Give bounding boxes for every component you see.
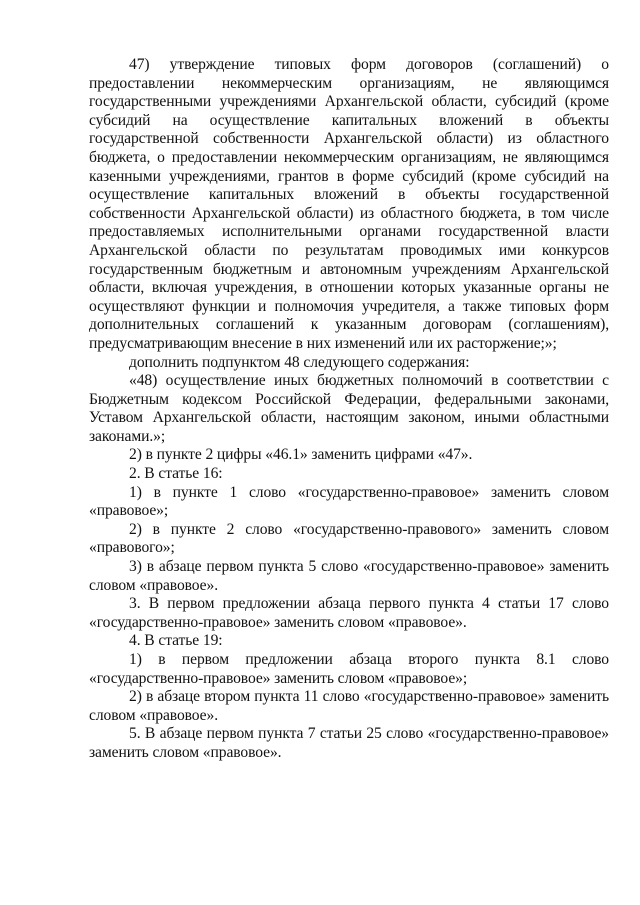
paragraph-item-48: «48) осуществление иных бюджетных полномочий в соответствии с Бюджетным кодексом Российской Федерации, федеральными законами, Уставом Архангельской области, настоящим законом, иными областными законами.»; [89, 372, 609, 445]
paragraph-article-16: 2. В статье 16: [129, 465, 223, 483]
paragraph-point-2: 2) в пункте 2 цифры «46.1» заменить цифрами «47». [129, 446, 473, 464]
paragraph-article-25: 5. В абзаце первом пункта 7 статьи 25 слово «государственно-правовое» заменить словом «правовое». [89, 725, 609, 761]
paragraph-article-19-item-1: 1) в первом предложении абзаца второго пункта 8.1 слово «государственно-правовое» заменить словом «правовое»; [89, 651, 609, 687]
paragraph-article-17: 3. В первом предложении абзаца первого пункта 4 статьи 17 слово «государственно-правовое» заменить словом «правовое». [89, 595, 609, 631]
paragraph-item-47: 47) утверждение типовых форм договоров (соглашений) о предоставлении некоммерческим организациям, не являющимся государственными учреждениями Архангельской области, субсидий (кроме субсидий на осуществление капитальных вложений в объекты государственной собственности Архангельской области) из областного бюджета, о предоставлении некоммерческим организациям, не являющимся казенными учреждениями, грантов в форме субсидий (кроме субсидий на осуществление капитальных вложений в объекты государственной собственности Архангельской области) из областного бюджета, в том числе предоставляемых исполнительными органами государственной власти Архангельской области по результатам проводимых ими конкурсов государственным бюджетным и автономным учреждениям Архангельской области, включая учреждения, в отношении которых указанные органы не осуществляют функции и полномочия учредителя, а также типовых форм дополнительных соглашений к указанным договорам (соглашениям), предусматривающим внесение в них изменений или их расторжение;»; [89, 56, 609, 352]
paragraph-article-16-item-3: 3) в абзаце первом пункта 5 слово «государственно-правовое» заменить словом «правовое». [89, 558, 609, 594]
paragraph-article-19: 4. В статье 19: [129, 632, 223, 650]
document-body [89, 56, 609, 763]
paragraph-article-16-item-1: 1) в пункте 1 слово «государственно-правовое» заменить словом «правовое»; [89, 483, 609, 520]
paragraph-article-19-item-2: 2) в абзаце втором пункта 11 слово «государственно-правовое» заменить словом «правовое». [89, 688, 609, 724]
paragraph-article-16-item-2: 2) в пункте 2 слово «государственно-правового» заменить словом «правового»; [89, 520, 609, 557]
paragraph-add-item-48: дополнить подпунктом 48 следующего содержания: [129, 353, 470, 371]
